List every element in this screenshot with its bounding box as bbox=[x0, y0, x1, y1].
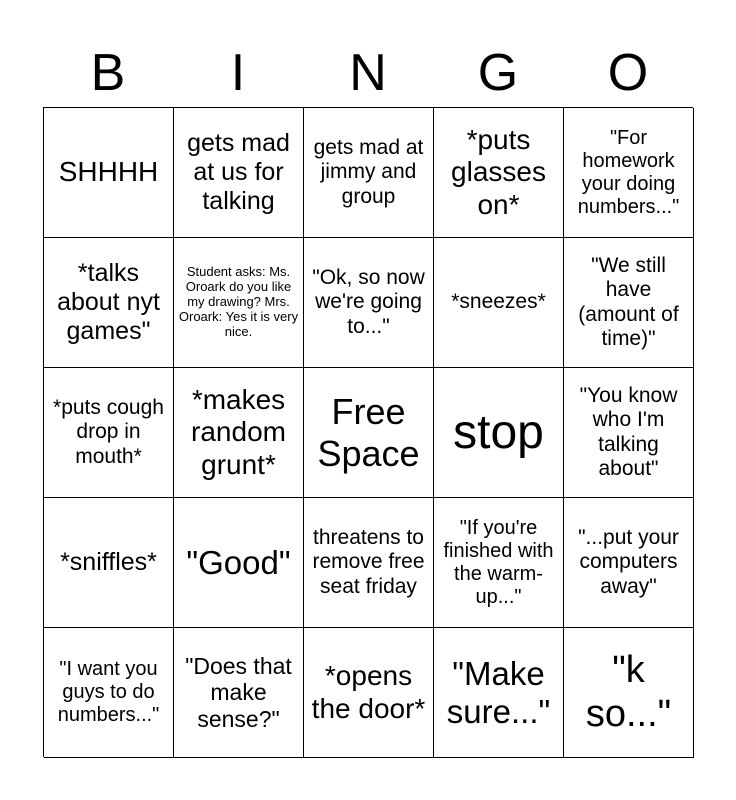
bingo-square[interactable]: Student asks: Ms. Oroark do you like my drawing? Mrs. Oroark: Yes it is very nice. bbox=[174, 238, 304, 368]
bingo-square[interactable]: *opens the door* bbox=[304, 628, 434, 758]
bingo-square[interactable]: SHHHH bbox=[44, 108, 174, 238]
bingo-header bbox=[43, 40, 693, 106]
bingo-square[interactable]: "If you're finished with the warm-up..." bbox=[434, 498, 564, 628]
header-letter-b: B bbox=[90, 44, 126, 102]
bingo-square[interactable]: *puts glasses on* bbox=[434, 108, 564, 238]
bingo-square[interactable]: *sniffles* bbox=[44, 498, 174, 628]
bingo-square[interactable]: *talks about nyt games" bbox=[44, 238, 174, 368]
bingo-square[interactable]: threatens to remove free seat friday bbox=[304, 498, 434, 628]
bingo-square[interactable]: *sneezes* bbox=[434, 238, 564, 368]
bingo-square[interactable]: "For homework your doing numbers..." bbox=[564, 108, 694, 238]
bingo-card bbox=[43, 107, 693, 757]
bingo-square[interactable]: "I want you guys to do numbers..." bbox=[44, 628, 174, 758]
bingo-square[interactable]: *puts cough drop in mouth* bbox=[44, 368, 174, 498]
bingo-square[interactable]: *makes random grunt* bbox=[174, 368, 304, 498]
bingo-square[interactable]: "Does that make sense?" bbox=[174, 628, 304, 758]
bingo-square[interactable]: "k so..." bbox=[564, 628, 694, 758]
header-letter-n: N bbox=[349, 44, 387, 102]
header-letter-o: O bbox=[607, 44, 649, 102]
bingo-square[interactable]: "Good" bbox=[174, 498, 304, 628]
free-space-square[interactable]: Free Space bbox=[304, 368, 434, 498]
bingo-square[interactable]: "We still have (amount of time)" bbox=[564, 238, 694, 368]
bingo-square[interactable]: stop bbox=[434, 368, 564, 498]
bingo-square[interactable]: "Make sure..." bbox=[434, 628, 564, 758]
header-letter-g: G bbox=[477, 44, 519, 102]
bingo-square[interactable]: gets mad at us for talking bbox=[174, 108, 304, 238]
header-letter-i: I bbox=[230, 44, 246, 102]
bingo-square[interactable]: "...put your computers away" bbox=[564, 498, 694, 628]
bingo-square[interactable]: "Ok, so now we're going to..." bbox=[304, 238, 434, 368]
bingo-square[interactable]: "You know who I'm talking about" bbox=[564, 368, 694, 498]
bingo-square[interactable]: gets mad at jimmy and group bbox=[304, 108, 434, 238]
